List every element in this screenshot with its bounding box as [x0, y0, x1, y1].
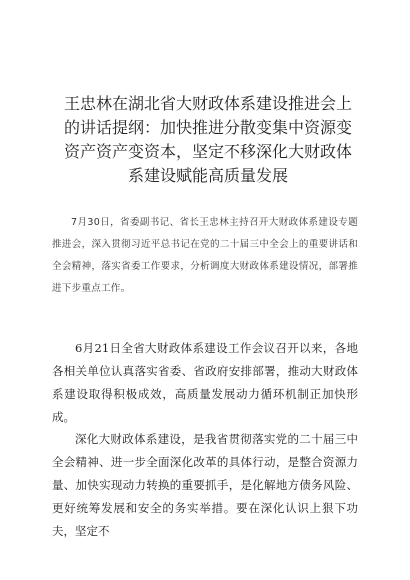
article-title: 王忠林在湖北省大财政体系建设推进会上的讲话提纲：加快推进分散变集中资源变资产资产变资本，坚定不移深化大财政体系建设赋能高质量发展: [63, 94, 352, 185]
article-summary: 7月30日，省委副书记、省长王忠林主持召开大财政体系建设专题推进会，深入贯彻习近平总书记在党的二十届三中全会上的重要讲话和全会精神，落实省委工作要求，分析调度大财政体系建设情况，部署推进下步重点工作。: [52, 217, 358, 294]
body-paragraph-1: 6月21日全省大财政体系建设工作会议召开以来，各地各相关单位认真落实省委、省政府安排部署，推动大财政体系建设取得积极成效，高质量发展动力循环机制正加快形成。: [52, 341, 358, 424]
body-paragraph-2: 深化大财政体系建设，是我省贯彻落实党的二十届三中全会精神、进一步全面深化改革的具体行动，是整合资源力量、加快实现动力转换的重要抓手，是化解地方债务风险、更好统筹发展和安全的务实举措。要在深化认识上狠下功夫，坚定不: [52, 432, 358, 538]
